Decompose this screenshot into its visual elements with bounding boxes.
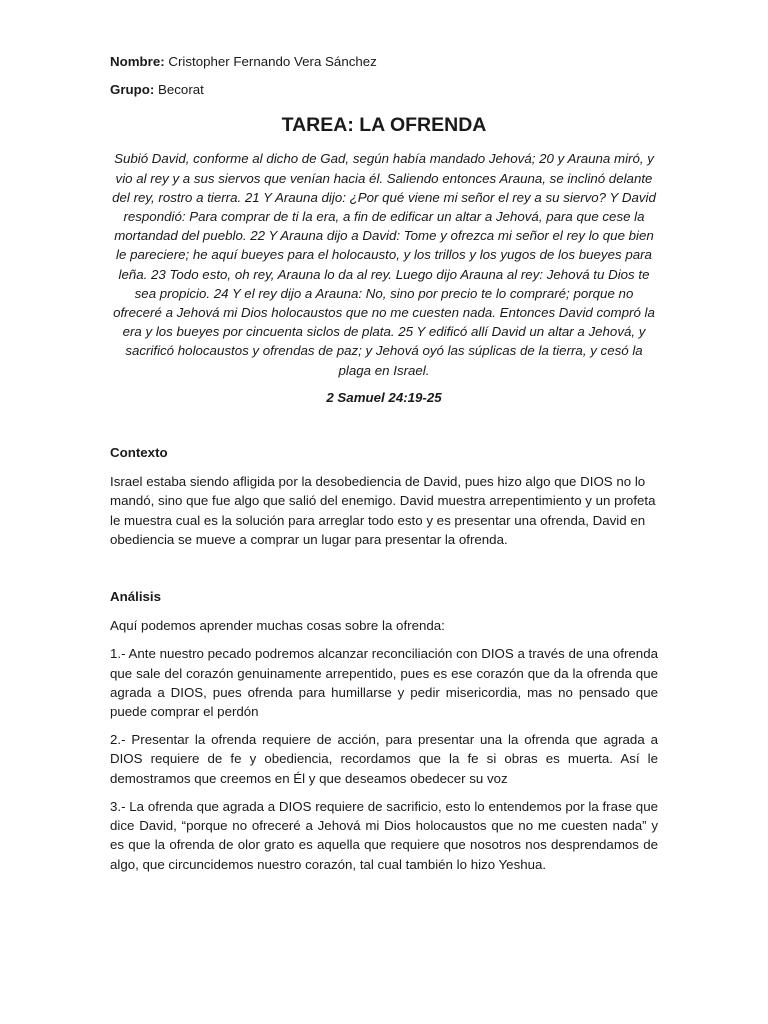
- analysis-point-1: 1.- Ante nuestro pecado podremos alcanzar reconciliación con DIOS a través de una ofrenda que sale del corazón genuinamente arrepentido, pues es ese corazón que da la ofrenda que agrada a DIOS, pues ofrenda para humillarse y pedir misericordia, mas no pensado que puede comprar el perdón: [110, 646, 658, 720]
- context-body: Israel estaba siendo afligida por la desobediencia de David, pues hizo algo que DIOS no lo mandó, sino que fue algo que salió del enemigo. David muestra arrepentimiento y un profeta le muestra cual es la solución para arreglar todo esto y es presentar una ofrenda, David en obediencia se mueve a comprar un lugar para presentar la ofrenda.: [110, 474, 656, 547]
- context-heading: Contexto: [110, 445, 168, 461]
- analysis-point-2: 2.- Presentar la ofrenda requiere de acción, para presentar una la ofrenda que agrada a DIOS requiere de fe y obediencia, recordamos que la fe si obras es muerta. Así le demostramos que creemos en Él y que deseamos obedecer su voz: [110, 732, 658, 786]
- analysis-heading: Análisis: [110, 589, 161, 605]
- group-label: Grupo:: [110, 82, 155, 98]
- group-value: Becorat: [154, 82, 204, 98]
- scripture-passage: Subió David, conforme al dicho de Gad, según había mandado Jehová; 20 y Arauna miró, y vio al rey y a sus siervos que venían hacia él. Saliendo entonces Arauna, se inclinó delante del rey, rostro a tierra. 21 Y Arauna dijo: ¿Por qué viene mi señor el rey a su siervo? Y David respondió: Para comprar de ti la era, a fin de edificar un altar a Jehová, para que cese la mortandad del pueblo. 22 Y Arauna dijo a David: Tome y ofrezca mi señor el rey lo que bien le pareciere; he aquí bueyes para el holocausto, y los trillos y los yugos de los bueyes para leña. 23 Todo esto, oh rey, Arauna lo da al rey. Luego dijo Arauna al rey: Jehová tu Dios te sea propicio. 24 Y el rey dijo a Arauna: No, sino por precio te lo compraré; porque no ofreceré a Jehová mi Dios holocaustos que no me cuesten nada. Entonces David compró la era y los bueyes por cincuenta siclos de plata. 25 Y edificó allí David un altar a Jehová, y sacrificó holocaustos y ofrendas de paz; y Jehová oyó las súplicas de la tierra, y cesó la plaga en Israel.: [112, 151, 656, 378]
- document-title: TAREA: LA OFRENDA: [281, 114, 487, 137]
- scripture-reference: 2 Samuel 24:19-25: [326, 389, 442, 405]
- group-line: [110, 80, 658, 99]
- name-label: Nombre:: [110, 54, 165, 69]
- analysis-point-3: 3.- La ofrenda que agrada a DIOS requiere de sacrificio, esto lo entendemos por la frase que dice David, “porque no ofreceré a Jehová mi Dios holocaustos que no me cuesten nada” y es que la ofrenda de olor grato es aquella que requiere que nosotros nos desprendamos de algo, que circuncidemos nuestro corazón, tal cual también lo hizo Yeshua.: [110, 798, 658, 872]
- student-name-line: [110, 52, 658, 71]
- analysis-intro: Aquí podemos aprender muchas cosas sobre la ofrenda:: [110, 618, 445, 634]
- name-value: Cristopher Fernando Vera Sánchez: [164, 54, 377, 69]
